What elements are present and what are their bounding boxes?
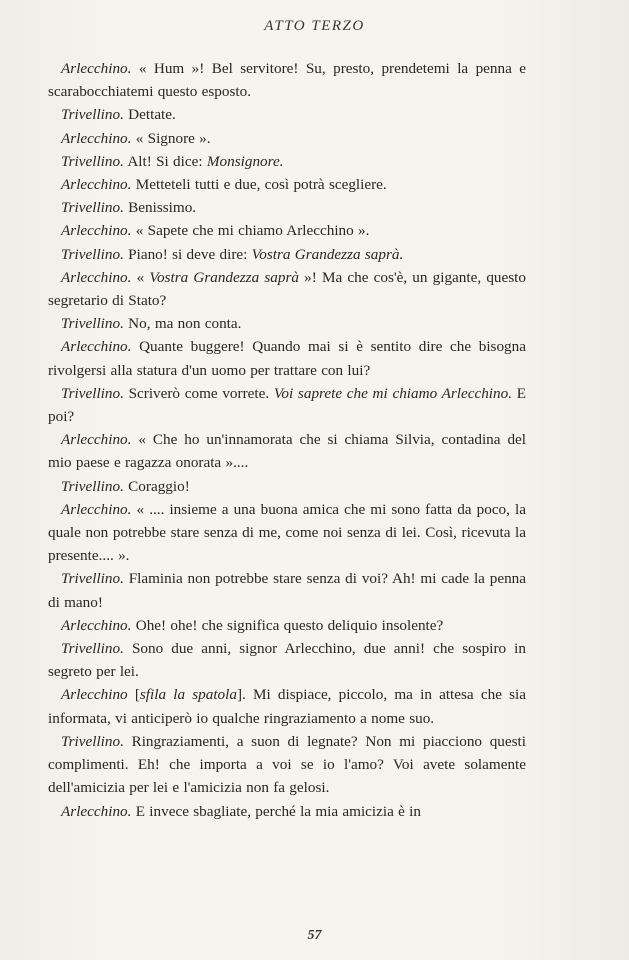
- italic-text: Monsignore.: [206, 152, 284, 170]
- speaker-name: Arlecchino.: [61, 129, 132, 147]
- italic-text: Voi saprete che mi chiamo Arlecchino.: [273, 384, 513, 402]
- italic-text: Vostra Grandezza saprà: [149, 268, 299, 286]
- speaker-name: Trivellino.: [61, 199, 124, 217]
- line-text: No, ma non conta.: [123, 315, 242, 333]
- running-head: ATTO TERZO: [264, 18, 365, 34]
- dialogue-paragraph: [48, 683, 526, 729]
- dialogue-paragraph: [48, 243, 526, 266]
- line-text: Scriverò come vorrete.: [123, 384, 274, 402]
- line-text: « Sapete che mi chiamo Arlecchino ».: [131, 222, 370, 240]
- line-text: Ringraziamenti, a suon di legnate? Non mi piacciono questi complimenti. Eh! che importa a voi se io l'amo? Voi avete solamente dell'amicizia per lei e l'amicizia non fa gelosi.: [48, 732, 526, 797]
- line-text: Dettate.: [123, 106, 176, 124]
- dialogue-paragraph: [48, 335, 526, 381]
- dialogue-paragraph: [48, 312, 526, 335]
- speaker-name: Arlecchino.: [61, 500, 132, 518]
- dialogue-paragraph: [48, 614, 526, 637]
- dialogue-paragraph: [48, 428, 526, 474]
- line-text: [: [127, 686, 140, 704]
- italic-text: sfila la spatola: [139, 686, 237, 704]
- italic-text: Vostra Grandezza saprà.: [251, 245, 404, 263]
- dialogue-paragraph: [48, 173, 526, 196]
- dialogue-paragraph: [48, 196, 526, 219]
- line-text: Benissimo.: [123, 199, 197, 217]
- line-text: Metteteli tutti e due, così potrà scegliere.: [131, 176, 387, 194]
- speaker-name: Arlecchino.: [61, 268, 132, 286]
- speaker-name: Arlecchino.: [61, 431, 132, 449]
- speaker-name: Arlecchino.: [61, 176, 132, 194]
- dialogue-paragraph: [48, 266, 526, 312]
- line-text: E invece sbagliate, perché la mia amicizia è in: [131, 802, 421, 820]
- page-number: 57: [307, 928, 322, 943]
- speaker-name: Arlecchino: [61, 686, 128, 704]
- line-text: « Signore ».: [131, 129, 211, 147]
- line-text: Alt! Si dice:: [123, 152, 207, 170]
- dialogue-text: [48, 57, 526, 823]
- speaker-name: Trivellino.: [61, 732, 124, 750]
- speaker-name: Trivellino.: [61, 152, 124, 170]
- speaker-name: Arlecchino.: [61, 802, 132, 820]
- line-text: »! Ma che cos'è, un gigante, questo segretario di Stato?: [48, 268, 526, 310]
- line-text: « .... insieme a una buona amica che mi sono fatta da poco, la quale non potrebbe stare senza di me, come noi senza di lei. Così, ricevuta la presente.... ».: [48, 500, 526, 565]
- line-text: ]. Mi dispiace, piccolo, ma in attesa che sia informata, vi anticiperò io qualche ringraziamento a nome suo.: [48, 686, 526, 727]
- line-text: E poi?: [48, 384, 526, 426]
- speaker-name: Arlecchino.: [61, 338, 132, 356]
- speaker-name: Trivellino.: [61, 477, 124, 495]
- dialogue-paragraph: [48, 382, 526, 428]
- speaker-name: Trivellino.: [61, 640, 124, 658]
- dialogue-paragraph: [48, 219, 526, 242]
- speaker-name: Arlecchino.: [61, 60, 132, 77]
- speaker-name: Arlecchino.: [61, 616, 132, 634]
- dialogue-paragraph: [48, 800, 526, 823]
- speaker-name: Trivellino.: [61, 315, 124, 333]
- dialogue-paragraph: [48, 57, 526, 103]
- speaker-name: Trivellino.: [61, 384, 124, 402]
- line-text: Quante buggere! Quando mai si è sentito dire che bisogna rivolgersi alla statura d'un uomo per trattare con lui?: [48, 338, 526, 379]
- dialogue-paragraph: [48, 567, 526, 613]
- dialogue-paragraph: [48, 730, 526, 800]
- speaker-name: Trivellino.: [61, 106, 124, 124]
- dialogue-paragraph: [48, 475, 526, 498]
- dialogue-paragraph: [48, 103, 526, 126]
- line-text: Ohe! ohe! che significa questo deliquio insolente?: [131, 616, 444, 634]
- dialogue-paragraph: [48, 127, 526, 150]
- speaker-name: Trivellino.: [61, 245, 124, 263]
- dialogue-paragraph: [48, 150, 526, 173]
- line-text: « Hum »! Bel servitore! Su, presto, prendetemi la penna e scarabocchiatemi questo esposto.: [48, 60, 526, 101]
- line-text: Sono due anni, signor Arlecchino, due anni! che sospiro in segreto per lei.: [48, 640, 526, 681]
- line-text: « Che ho un'innamorata che si chiama Silvia, contadina del mio paese e ragazza onorata »....: [48, 431, 526, 472]
- line-text: Flaminia non potrebbe stare senza di voi? Ah! mi cade la penna di mano!: [48, 570, 526, 611]
- dialogue-paragraph: [48, 637, 526, 683]
- speaker-name: Trivellino.: [61, 570, 124, 588]
- line-text: «: [131, 268, 150, 286]
- speaker-name: Arlecchino.: [61, 222, 132, 240]
- dialogue-paragraph: [48, 498, 526, 568]
- line-text: Coraggio!: [123, 477, 190, 495]
- line-text: Piano! si deve dire:: [123, 245, 252, 263]
